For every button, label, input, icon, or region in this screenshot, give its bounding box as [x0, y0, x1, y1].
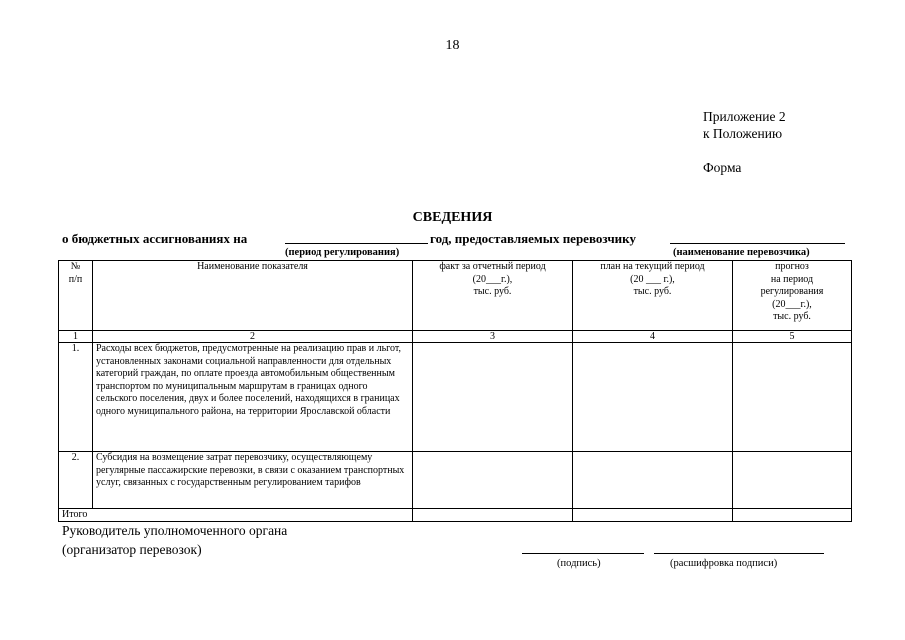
period-blank	[285, 231, 428, 244]
row-plan-cell[interactable]	[573, 452, 733, 509]
row-number: 2.	[59, 452, 93, 509]
title-part-2: год, предоставляемых перевозчику	[430, 231, 636, 246]
signature-line	[522, 541, 644, 554]
signature-caption: (подпись)	[557, 558, 601, 569]
total-fact-cell[interactable]	[413, 509, 573, 522]
table-header-row	[59, 261, 852, 331]
page-number: 18	[445, 38, 460, 53]
row-fact-cell[interactable]	[413, 343, 573, 452]
signature-decode-caption: (расшифровка подписи)	[670, 558, 778, 569]
header-number: № п/п	[59, 261, 93, 331]
row-number: 1.	[59, 343, 93, 452]
column-number-row	[59, 331, 852, 343]
total-plan-cell[interactable]	[573, 509, 733, 522]
appendix-line-2: к Положению	[703, 126, 783, 141]
total-label: Итого	[59, 509, 413, 522]
title-part-1: о бюджетных ассигнованиях на	[62, 231, 248, 246]
signature-decode-line	[654, 541, 824, 554]
header-fact: факт за отчетный период (20___г.), тыс. руб.	[413, 261, 573, 331]
appendix-line-1: Приложение 2	[703, 109, 786, 124]
document-heading: СВЕДЕНИЯ	[412, 210, 493, 225]
table-row	[59, 343, 852, 452]
table-row	[59, 452, 852, 509]
carrier-caption: (наименование перевозчика)	[673, 247, 810, 258]
column-number: 5	[733, 331, 852, 343]
period-caption: (период регулирования)	[285, 247, 400, 258]
total-forecast-cell[interactable]	[733, 509, 852, 522]
column-number: 2	[93, 331, 413, 343]
budget-table	[58, 260, 852, 522]
column-number: 4	[573, 331, 733, 343]
signatory-title: Руководитель уполномоченного органа	[62, 523, 288, 538]
row-plan-cell[interactable]	[573, 343, 733, 452]
column-number: 3	[413, 331, 573, 343]
form-label: Форма	[703, 160, 742, 175]
column-number: 1	[59, 331, 93, 343]
header-indicator: Наименование показателя	[93, 261, 413, 331]
header-plan: план на текущий период (20 ___ г.), тыс. руб.	[573, 261, 733, 331]
row-forecast-cell[interactable]	[733, 343, 852, 452]
carrier-blank	[670, 231, 845, 244]
row-fact-cell[interactable]	[413, 452, 573, 509]
row-forecast-cell[interactable]	[733, 452, 852, 509]
total-row	[59, 509, 852, 522]
row-indicator: Субсидия на возмещение затрат перевозчику, осуществляющему регулярные пассажирские перевозки, в связи с оказанием транспортных услуг, связанных с государственным регулированием тарифов	[93, 452, 413, 509]
row-indicator: Расходы всех бюджетов, предусмотренные на реализацию прав и льгот, установленных законами социальной направленности для отдельных категорий граждан, по оплате проезда автомобильным общественным транспортом по муниципальным маршрутам в границах одного сельского поселения, двух и более поселений, находящихся в границах одного муниципального района, на территории Ярославской области	[93, 343, 413, 452]
signatory-subtitle: (организатор перевозок)	[62, 542, 202, 557]
header-forecast: прогноз на период регулирования (20___г.), тыс. руб.	[733, 261, 852, 331]
appendix-label	[703, 108, 786, 142]
